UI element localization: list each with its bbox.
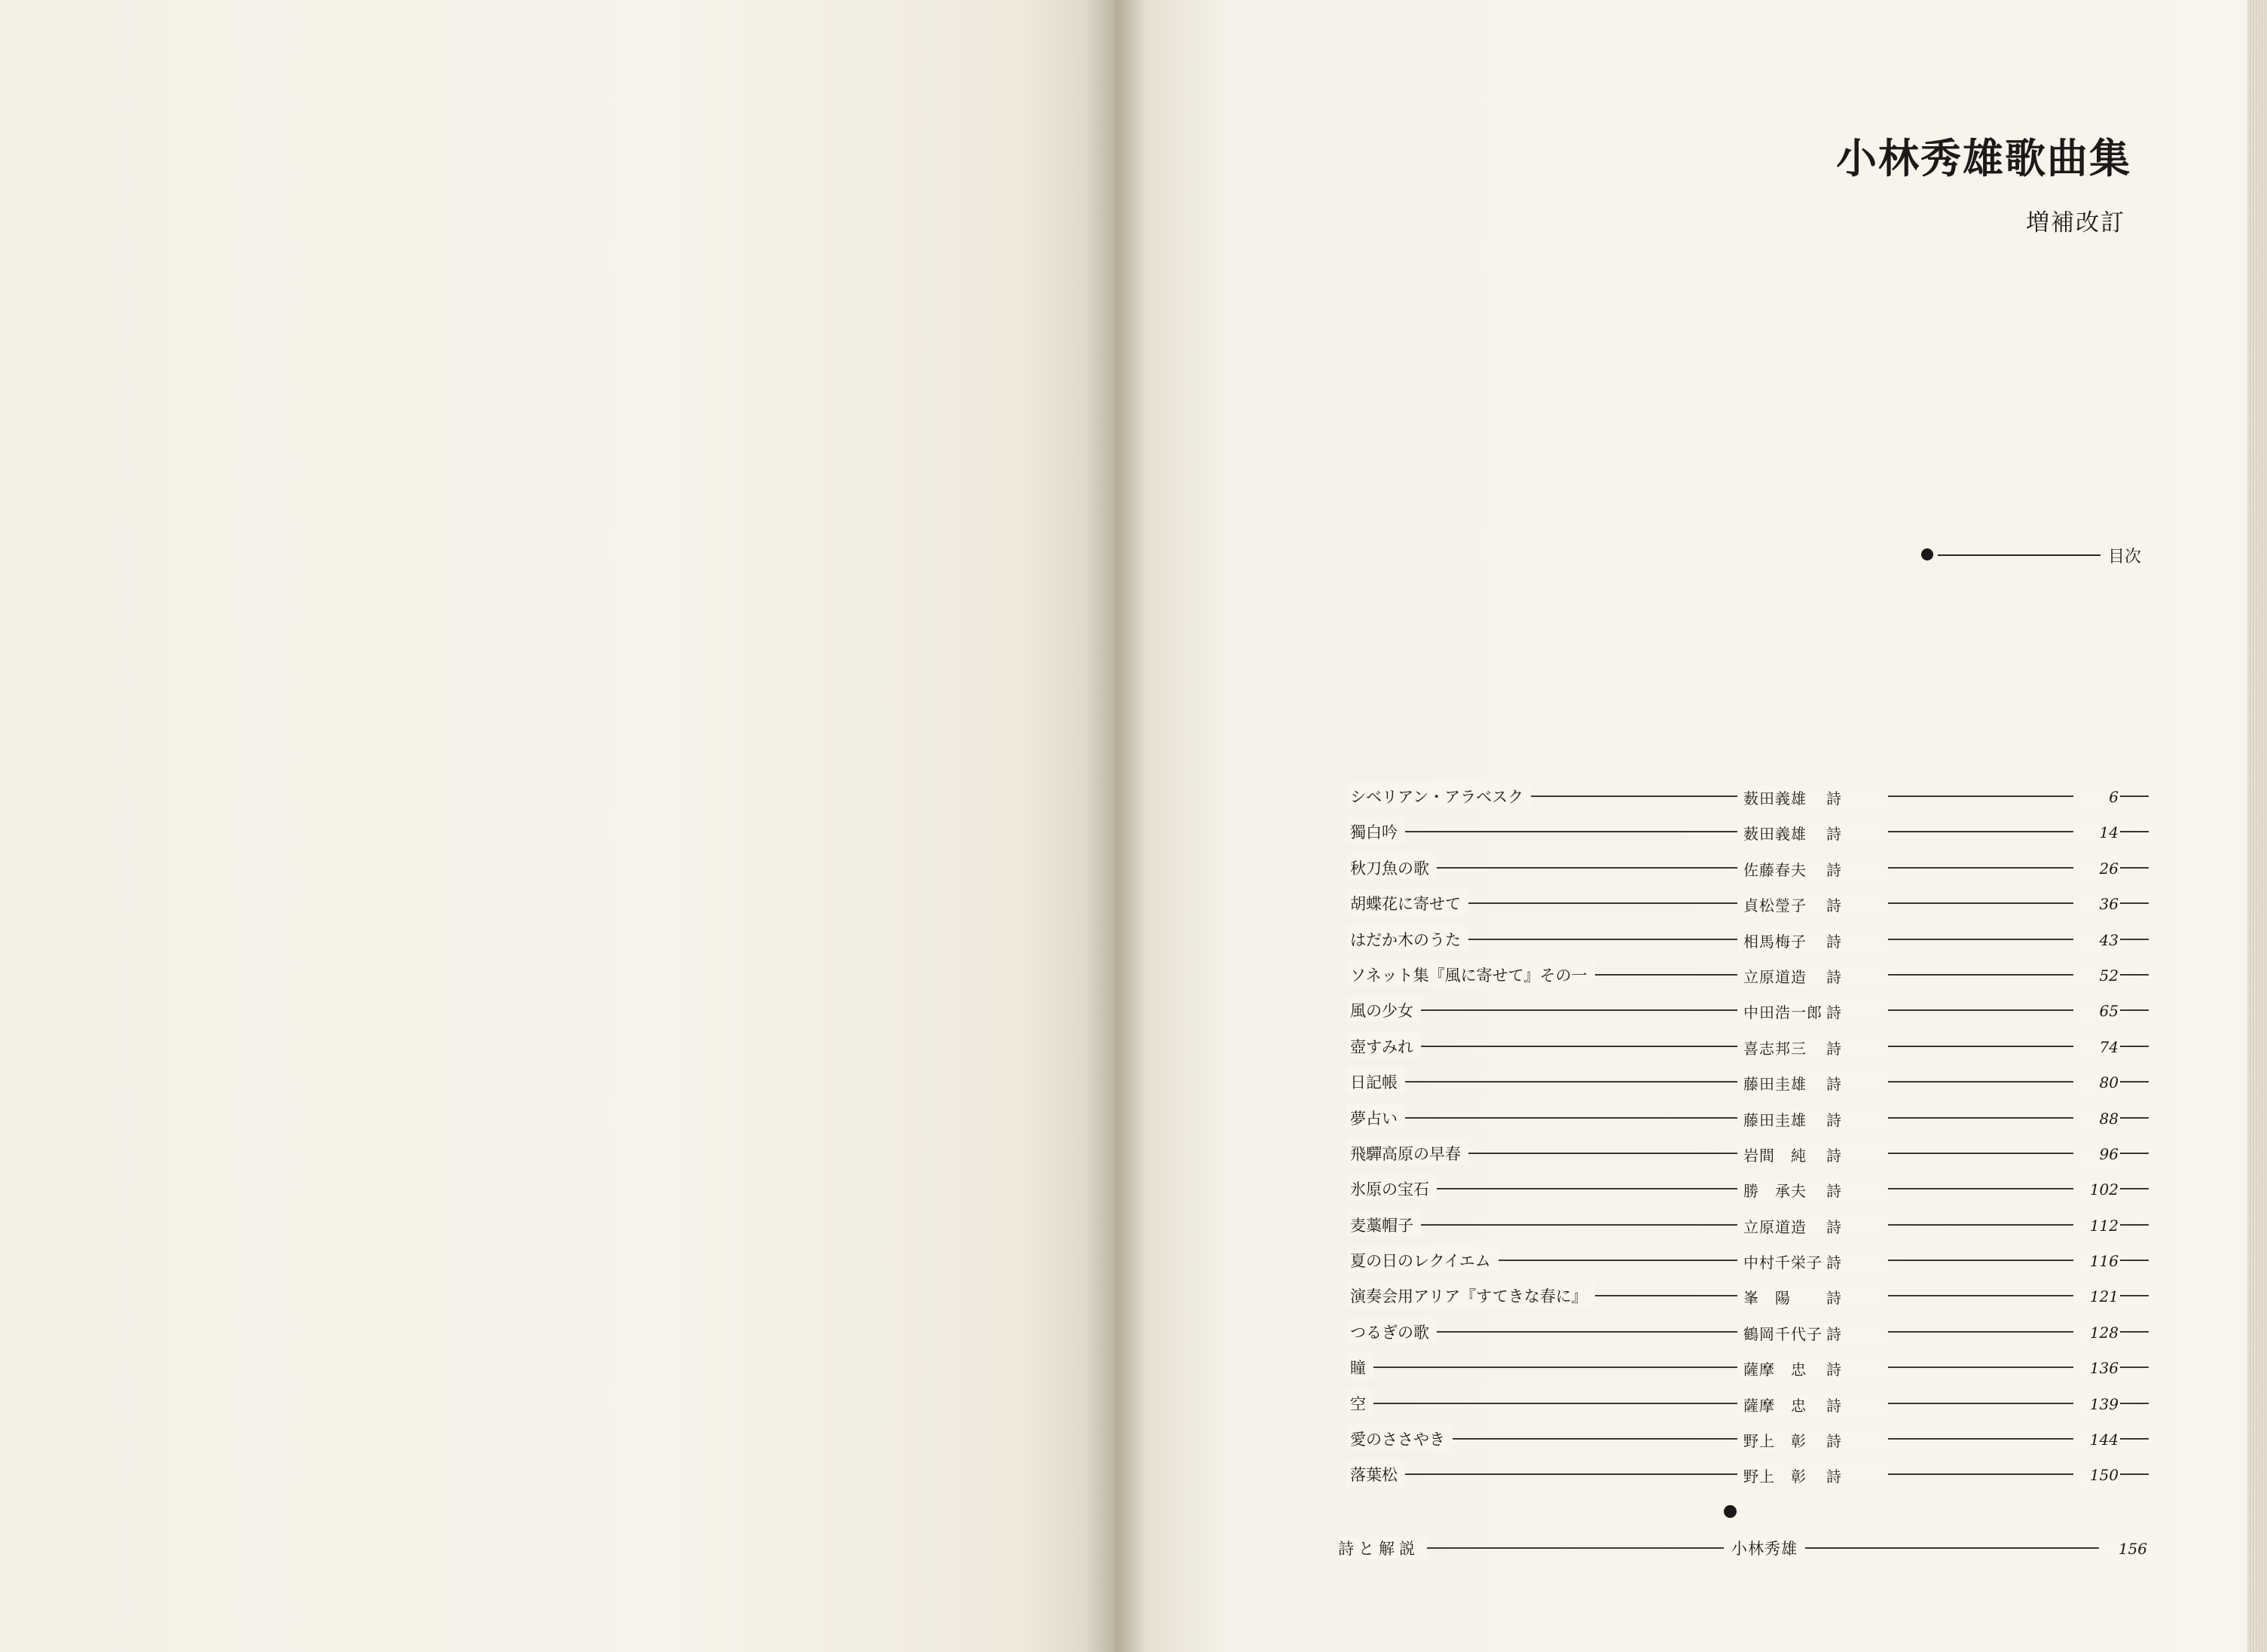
toc-row <box>1343 956 2141 991</box>
toc-entry-title: 壺すみれ <box>1350 1037 1413 1056</box>
toc-entry-author: 薩摩 忠 <box>1743 1360 1807 1379</box>
toc-entry-author-block <box>1737 965 1888 988</box>
toc-entry-author-block <box>1737 1357 1888 1380</box>
toc-entry-credit: 詩 <box>1826 1110 1841 1129</box>
toc-entry-page: 116 <box>2073 1252 2120 1275</box>
toc-entry-credit: 詩 <box>1826 825 1841 844</box>
toc-entry-credit: 詩 <box>1826 1324 1841 1343</box>
toc-entry-title: 夏の日のレクイエム <box>1350 1252 1491 1271</box>
toc-entry-credit: 詩 <box>1826 1146 1841 1165</box>
toc-row <box>1343 777 2141 813</box>
toc-entry-author-block <box>1737 1108 1888 1131</box>
toc-row <box>1343 1099 2141 1134</box>
toc-entry-page: 43 <box>2073 931 2120 954</box>
toc-entry-page: 36 <box>2073 895 2120 918</box>
toc-entry-title: 麦藁帽子 <box>1350 1216 1413 1235</box>
toc-entry-page: 112 <box>2073 1217 2120 1239</box>
toc-entry-title: はだか木のうた <box>1350 930 1461 949</box>
toc-entry-author-block <box>1737 1464 1888 1487</box>
book-gutter <box>1085 0 1145 1652</box>
toc-row <box>1343 1313 2141 1348</box>
toc-entry-title: シベリアン・アラベスク <box>1350 788 1524 806</box>
toc-entry-credit: 詩 <box>1826 789 1841 808</box>
toc-entry-author-block <box>1737 1429 1888 1452</box>
bullet-dot-icon <box>1921 548 1933 560</box>
toc-entry-author: 相馬梅子 <box>1743 932 1807 951</box>
toc-entry-page: 52 <box>2073 966 2120 989</box>
toc-entry-author-block <box>1737 1322 1888 1345</box>
toc-entry-page: 156 <box>2099 1540 2147 1558</box>
toc-entry-author-block <box>1737 893 1888 916</box>
toc-entry-credit: 詩 <box>1826 1467 1841 1486</box>
table-of-contents <box>1343 777 2141 1492</box>
toc-entry-credit: 詩 <box>1826 860 1841 879</box>
toc-row <box>1343 1170 2141 1205</box>
toc-entry-page: 14 <box>2073 823 2120 846</box>
toc-entry-author: 佐藤春夫 <box>1743 860 1807 879</box>
toc-entry-title: 落葉松 <box>1350 1466 1398 1485</box>
toc-entry-author: 中村千栄子 <box>1743 1254 1822 1272</box>
toc-entry-page: 96 <box>2073 1145 2120 1168</box>
toc-entry-credit: 詩 <box>1826 1289 1841 1308</box>
toc-entry-author-block <box>1737 822 1888 844</box>
toc-row <box>1343 849 2141 884</box>
contents-heading <box>1921 544 2140 566</box>
toc-entry-credit: 詩 <box>1826 1182 1841 1201</box>
toc-entry-title: 獨白吟 <box>1350 823 1398 842</box>
toc-entry-credit: 詩 <box>1826 967 1841 986</box>
toc-entry-credit: 詩 <box>1826 1039 1841 1058</box>
toc-entry-author: 野上 彰 <box>1743 1432 1807 1451</box>
toc-entry-author: 薮田義雄 <box>1743 825 1807 844</box>
heading-rule <box>1938 554 2100 556</box>
toc-entry-author: 立原道造 <box>1743 967 1807 986</box>
toc-row <box>1343 991 2141 1027</box>
toc-row <box>1343 1385 2141 1420</box>
toc-entry-author: 薩摩 忠 <box>1743 1396 1807 1415</box>
toc-entry-author-block <box>1737 1394 1888 1416</box>
toc-entry-author: 薮田義雄 <box>1743 789 1807 808</box>
toc-entry-page: 136 <box>2073 1359 2120 1382</box>
toc-entry-author: 中田浩一郎 <box>1743 1003 1822 1022</box>
toc-entry-page: 80 <box>2073 1073 2120 1096</box>
toc-row <box>1343 1420 2141 1455</box>
toc-entry-author-block <box>1737 1215 1888 1238</box>
toc-row <box>1343 1028 2141 1063</box>
toc-entry-title: ソネット集『風に寄せて』その一 <box>1350 966 1587 985</box>
toc-entry-page: 150 <box>2073 1466 2120 1489</box>
toc-entry-author-block <box>1737 1250 1888 1273</box>
toc-entry-title: 愛のささやき <box>1350 1431 1445 1449</box>
toc-row <box>1343 1348 2141 1384</box>
book-subtitle: 増補改訂 <box>2026 209 2125 237</box>
toc-entry-title: 空 <box>1350 1394 1366 1413</box>
page-edges <box>2247 0 2267 1652</box>
toc-entry-author: 岩間 純 <box>1743 1146 1807 1165</box>
toc-entry-page: 74 <box>2073 1038 2120 1061</box>
toc-entry-title: 日記帳 <box>1350 1073 1398 1092</box>
toc-entry-page: 128 <box>2073 1324 2120 1346</box>
toc-entry-credit: 詩 <box>1826 1254 1841 1272</box>
toc-entry-page: 26 <box>2073 860 2120 882</box>
toc-entry-credit: 詩 <box>1826 1217 1841 1236</box>
toc-row <box>1343 1455 2141 1491</box>
toc-entry-credit: 詩 <box>1826 1075 1841 1094</box>
toc-entry-title: 瞳 <box>1350 1359 1366 1378</box>
toc-entry-author: 貞松瑩子 <box>1743 896 1807 915</box>
toc-entry-title: 夢占い <box>1350 1109 1398 1128</box>
toc-entry-credit: 詩 <box>1826 1003 1841 1022</box>
toc-row <box>1343 1063 2141 1098</box>
section-bullet-icon <box>1724 1505 1737 1518</box>
toc-entry-author-block <box>1737 1072 1888 1095</box>
toc-row <box>1343 1241 2141 1277</box>
book-title: 小林秀雄歌曲集 <box>1836 134 2131 182</box>
toc-entry-author: 峯 陽 <box>1743 1289 1791 1308</box>
toc-entry-title: 飛驒高原の早春 <box>1350 1144 1461 1163</box>
toc-entry-author: 鶴岡千代子 <box>1743 1324 1822 1343</box>
toc-entry-title: 胡蝶花に寄せて <box>1350 895 1461 914</box>
toc-entry-page: 121 <box>2073 1287 2120 1310</box>
toc-entry-author: 野上 彰 <box>1743 1467 1807 1486</box>
toc-entry-author-block <box>1737 1144 1888 1166</box>
toc-entry-page: 139 <box>2073 1395 2120 1418</box>
toc-row <box>1343 813 2141 848</box>
toc-entry-author-block <box>1737 1286 1888 1308</box>
toc-entry-page: 102 <box>2073 1180 2120 1203</box>
toc-entry-page: 6 <box>2073 788 2120 811</box>
toc-row <box>1343 884 2141 920</box>
toc-entry-page: 88 <box>2073 1110 2120 1132</box>
toc-entry-page: 144 <box>2073 1431 2120 1453</box>
toc-entry-title: 氷原の宝石 <box>1350 1180 1429 1199</box>
toc-entry-author-block <box>1737 858 1888 881</box>
toc-row-appendix <box>1338 1534 2152 1564</box>
toc-entry-credit: 詩 <box>1826 896 1841 915</box>
toc-entry-credit: 詩 <box>1826 1360 1841 1379</box>
toc-entry-page: 65 <box>2073 1002 2120 1024</box>
toc-entry-author-block <box>1737 930 1888 952</box>
toc-row <box>1343 921 2141 956</box>
toc-row <box>1343 1206 2141 1241</box>
toc-entry-title: つるぎの歌 <box>1350 1323 1429 1342</box>
toc-row <box>1343 1277 2141 1312</box>
toc-entry-author-block <box>1737 786 1888 809</box>
toc-entry-title: 詩と解説 <box>1338 1537 1427 1559</box>
toc-entry-title: 秋刀魚の歌 <box>1350 859 1429 878</box>
toc-entry-author: 立原道造 <box>1743 1217 1807 1236</box>
toc-entry-author: 喜志邦三 <box>1743 1039 1807 1058</box>
toc-entry-credit: 詩 <box>1826 1432 1841 1451</box>
toc-entry-author-block <box>1737 1000 1888 1023</box>
toc-entry-author-block <box>1737 1179 1888 1202</box>
toc-entry-author: 小林秀雄 <box>1724 1537 1805 1559</box>
toc-entry-credit: 詩 <box>1826 932 1841 951</box>
toc-entry-title: 風の少女 <box>1350 1002 1413 1021</box>
toc-row <box>1343 1134 2141 1170</box>
contents-heading-label: 目次 <box>2108 548 2142 566</box>
toc-entry-credit: 詩 <box>1826 1396 1841 1415</box>
left-page-blank <box>0 0 1115 1652</box>
toc-entry-author: 藤田圭雄 <box>1743 1110 1807 1129</box>
toc-entry-title: 演奏会用アリア『すてきな春に』 <box>1350 1287 1587 1306</box>
toc-entry-author-block <box>1737 1037 1888 1059</box>
toc-entry-author: 勝 承夫 <box>1743 1182 1807 1201</box>
toc-entry-author: 藤田圭雄 <box>1743 1075 1807 1094</box>
